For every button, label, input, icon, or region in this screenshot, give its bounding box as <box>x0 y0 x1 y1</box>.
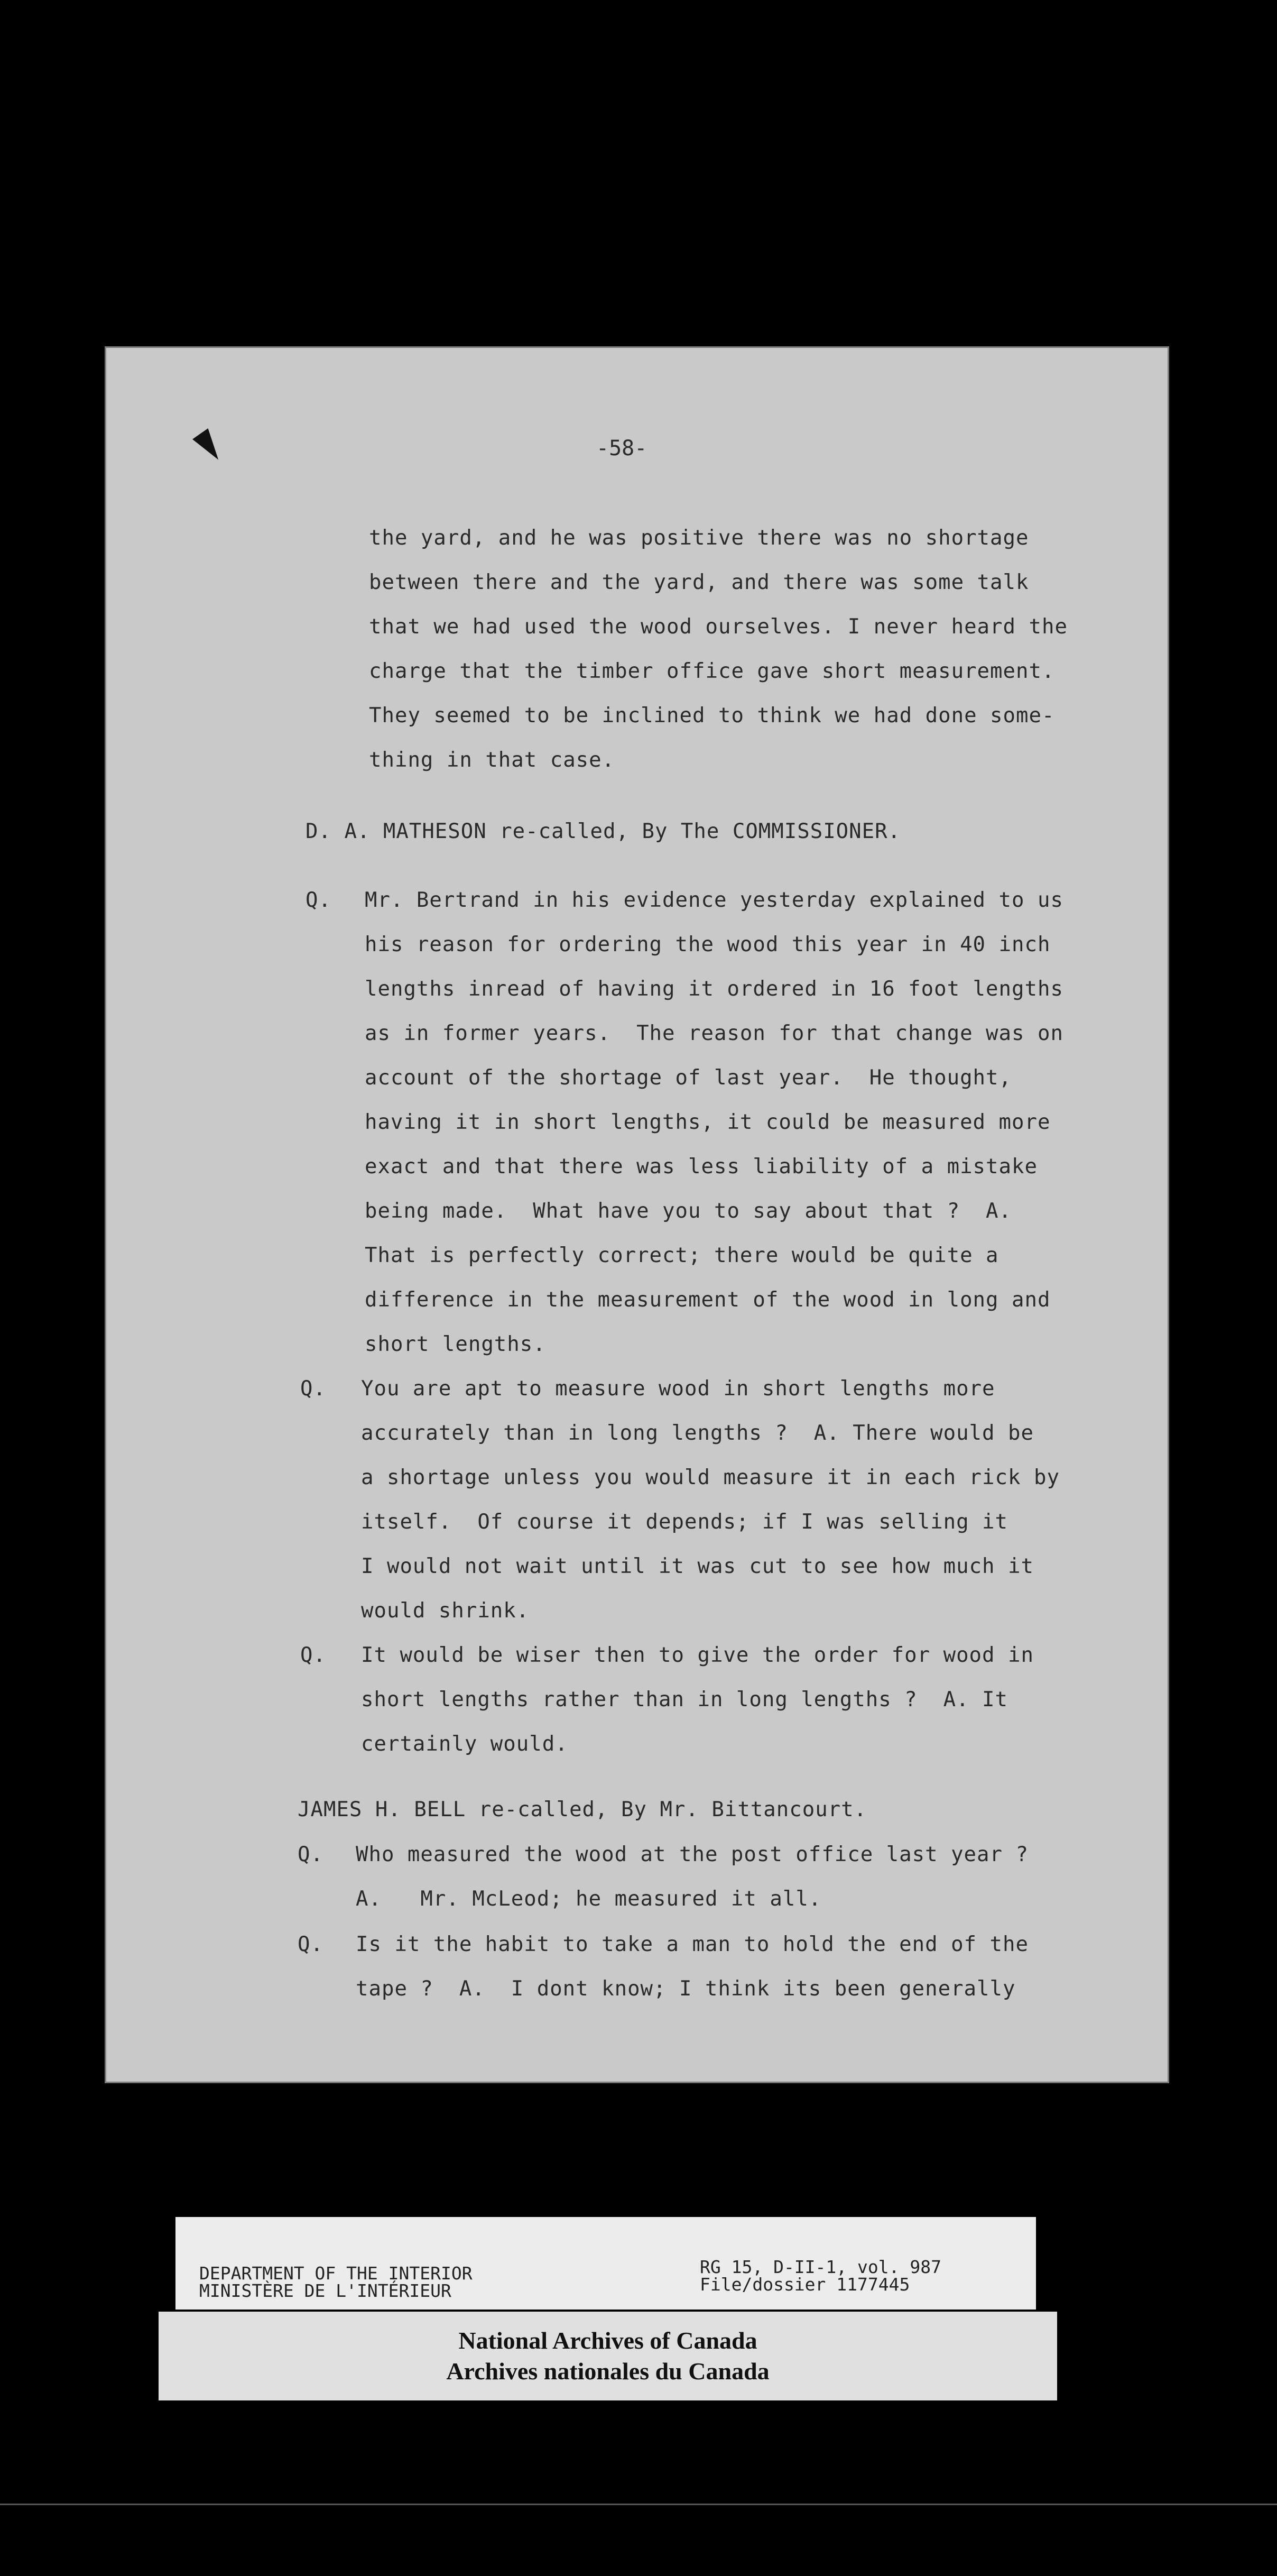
document-page <box>105 346 1169 2083</box>
text-line: between there and the yard, and there was some talk <box>369 571 1029 594</box>
page-number: -58- <box>596 436 647 461</box>
text-line: a shortage unless you would measure it in each rick by <box>361 1466 1060 1489</box>
text-line: Mr. Bertrand in his evidence yesterday explained to us <box>365 888 1063 912</box>
bottom-divider <box>0 2504 1277 2505</box>
question-marker: Q. <box>306 888 331 912</box>
text-line: Is it the habit to take a man to hold the end of the <box>356 1933 1029 1956</box>
text-line: his reason for ordering the wood this year in 40 inch <box>365 933 1051 956</box>
text-line: exact and that there was less liability of a mistake <box>365 1155 1038 1179</box>
text-line: They seemed to be inclined to think we had done some- <box>369 704 1055 728</box>
text-line: It would be wiser then to give the order for wood in <box>361 1643 1034 1667</box>
text-line: thing in that case. <box>369 748 615 772</box>
text-line: tape ? A. I dont know; I think its been generally <box>356 1977 1016 2001</box>
question-marker: Q. <box>298 1843 323 1866</box>
text-line: That is perfectly correct; there would be quite a <box>365 1244 999 1267</box>
department-english: DEPARTMENT OF THE INTERIOR <box>199 2263 473 2284</box>
archives-banner <box>159 2312 1057 2400</box>
department-french: MINISTÈRE DE L'INTÉRIEUR <box>199 2280 451 2301</box>
text-line: being made. What have you to say about that ? A. <box>365 1199 1012 1223</box>
text-line: accurately than in long lengths ? A. There would be <box>361 1421 1034 1445</box>
text-line: the yard, and he was positive there was no shortage <box>369 526 1029 550</box>
archive-reference-label <box>175 2217 1036 2310</box>
file-number: File/dossier 1177445 <box>700 2274 910 2295</box>
text-line: I would not wait until it was cut to see how much it <box>361 1554 1034 1578</box>
text-line: A. Mr. McLeod; he measured it all. <box>356 1887 822 1911</box>
speaker-heading: JAMES H. BELL re-called, By Mr. Bittancourt. <box>298 1798 867 1821</box>
archives-name-english: National Archives of Canada <box>458 2327 757 2354</box>
record-group-reference: RG 15, D-II-1, vol. 987 <box>700 2257 941 2277</box>
question-marker: Q. <box>300 1643 326 1667</box>
text-line: difference in the measurement of the wood in long and <box>365 1288 1051 1312</box>
text-line: would shrink. <box>361 1599 530 1623</box>
arrow-mark-icon <box>192 428 226 465</box>
question-marker: Q. <box>300 1377 326 1401</box>
text-line: itself. Of course it depends; if I was selling it <box>361 1510 1008 1534</box>
speaker-heading: D. A. MATHESON re-called, By The COMMISSIONER. <box>306 820 901 843</box>
text-line: that we had used the wood ourselves. I never heard the <box>369 615 1068 639</box>
text-line: account of the shortage of last year. He thought, <box>365 1066 1012 1090</box>
archives-name-french: Archives nationales du Canada <box>446 2358 770 2385</box>
text-line: Who measured the wood at the post office last year ? <box>356 1843 1029 1866</box>
text-line: lengths inread of having it ordered in 16 foot lengths <box>365 977 1063 1001</box>
text-line: charge that the timber office gave short measurement. <box>369 659 1055 683</box>
text-line: short lengths rather than in long lengths ? A. It <box>361 1688 1008 1712</box>
text-line: certainly would. <box>361 1732 568 1756</box>
text-line: short lengths. <box>365 1332 546 1356</box>
text-line: as in former years. The reason for that change was on <box>365 1022 1063 1045</box>
text-line: having it in short lengths, it could be measured more <box>365 1110 1051 1134</box>
question-marker: Q. <box>298 1933 323 1956</box>
text-line: You are apt to measure wood in short lengths more <box>361 1377 995 1401</box>
